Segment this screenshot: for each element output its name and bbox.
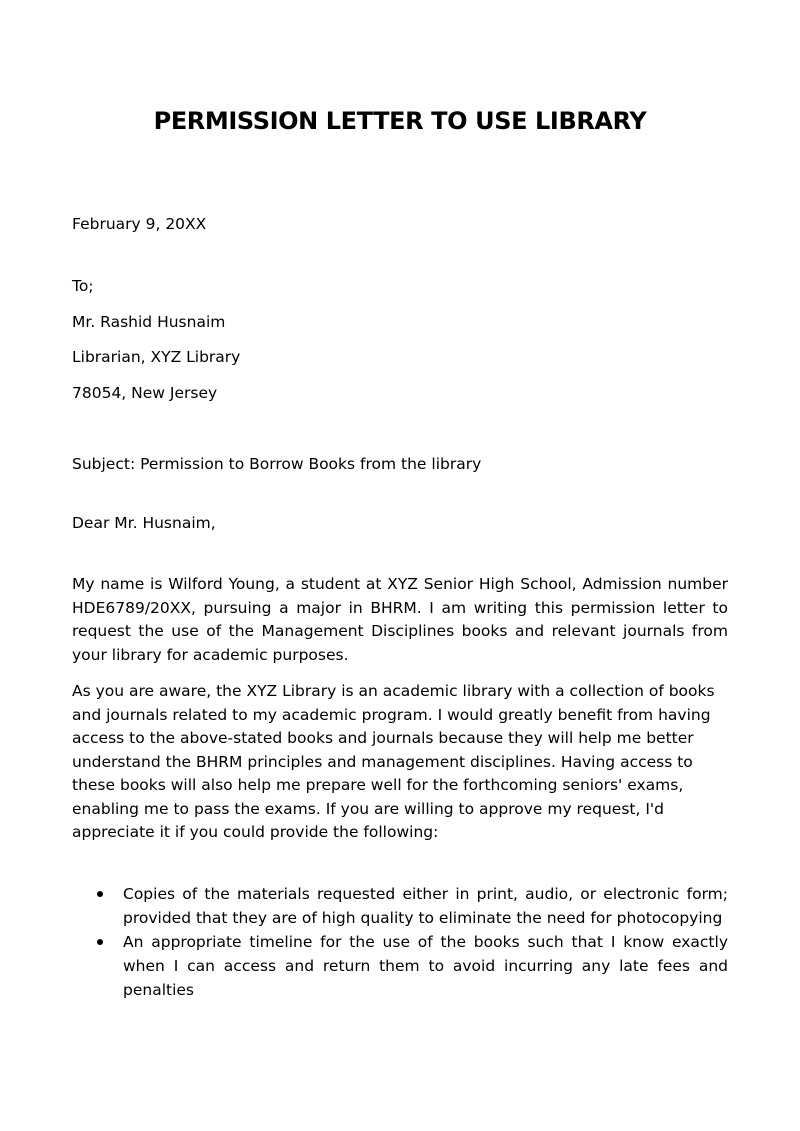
body-paragraph-1: My name is Wilford Young, a student at XYZ Senior High School, Admission number HDE6789/20XX, pursuing a major in BHRM. I am writing this permission letter to request the use of the Management Disciplines books and relevant journals from your library for academic purposes. xyxy=(72,575,728,664)
recipient-position: Librarian, XYZ Library xyxy=(72,348,241,366)
recipient-name: Mr. Rashid Husnaim xyxy=(72,313,226,331)
letter-date: February 9, 20XX xyxy=(72,215,207,233)
request-list xyxy=(72,882,728,1002)
body-paragraph-2: As you are aware, the XYZ Library is an academic library with a collection of books and journals related to my academic program. I would greatly benefit from having access to the above-stated books and journals because they will help me better understand the BHRM principles and management disciplines. Having access to these books will also help me prepare well for the forthcoming seniors' exams, enabling me to pass the exams. If you are willing to approve my request, I'd appreciate it if you could provide the following: xyxy=(72,682,715,841)
recipient-address: 78054, New Jersey xyxy=(72,384,218,402)
list-item xyxy=(72,930,728,1002)
recipient-to: To; xyxy=(72,277,94,295)
list-item xyxy=(72,882,728,930)
bullet-icon xyxy=(97,939,103,945)
list-item-text: An appropriate timeline for the use of the books such that I know exactly when I can access and return them to avoid incurring any late fees and penalties xyxy=(123,933,728,999)
letter-greeting: Dear Mr. Husnaim, xyxy=(72,514,216,532)
letter-subject: Subject: Permission to Borrow Books from the library xyxy=(72,455,482,473)
list-item-text: Copies of the materials requested either in print, audio, or electronic form; provided that they are of high quality to eliminate the need for photocopying xyxy=(123,885,728,927)
bullet-icon xyxy=(97,891,103,897)
letter-title: PERMISSION LETTER TO USE LIBRARY xyxy=(153,107,647,135)
